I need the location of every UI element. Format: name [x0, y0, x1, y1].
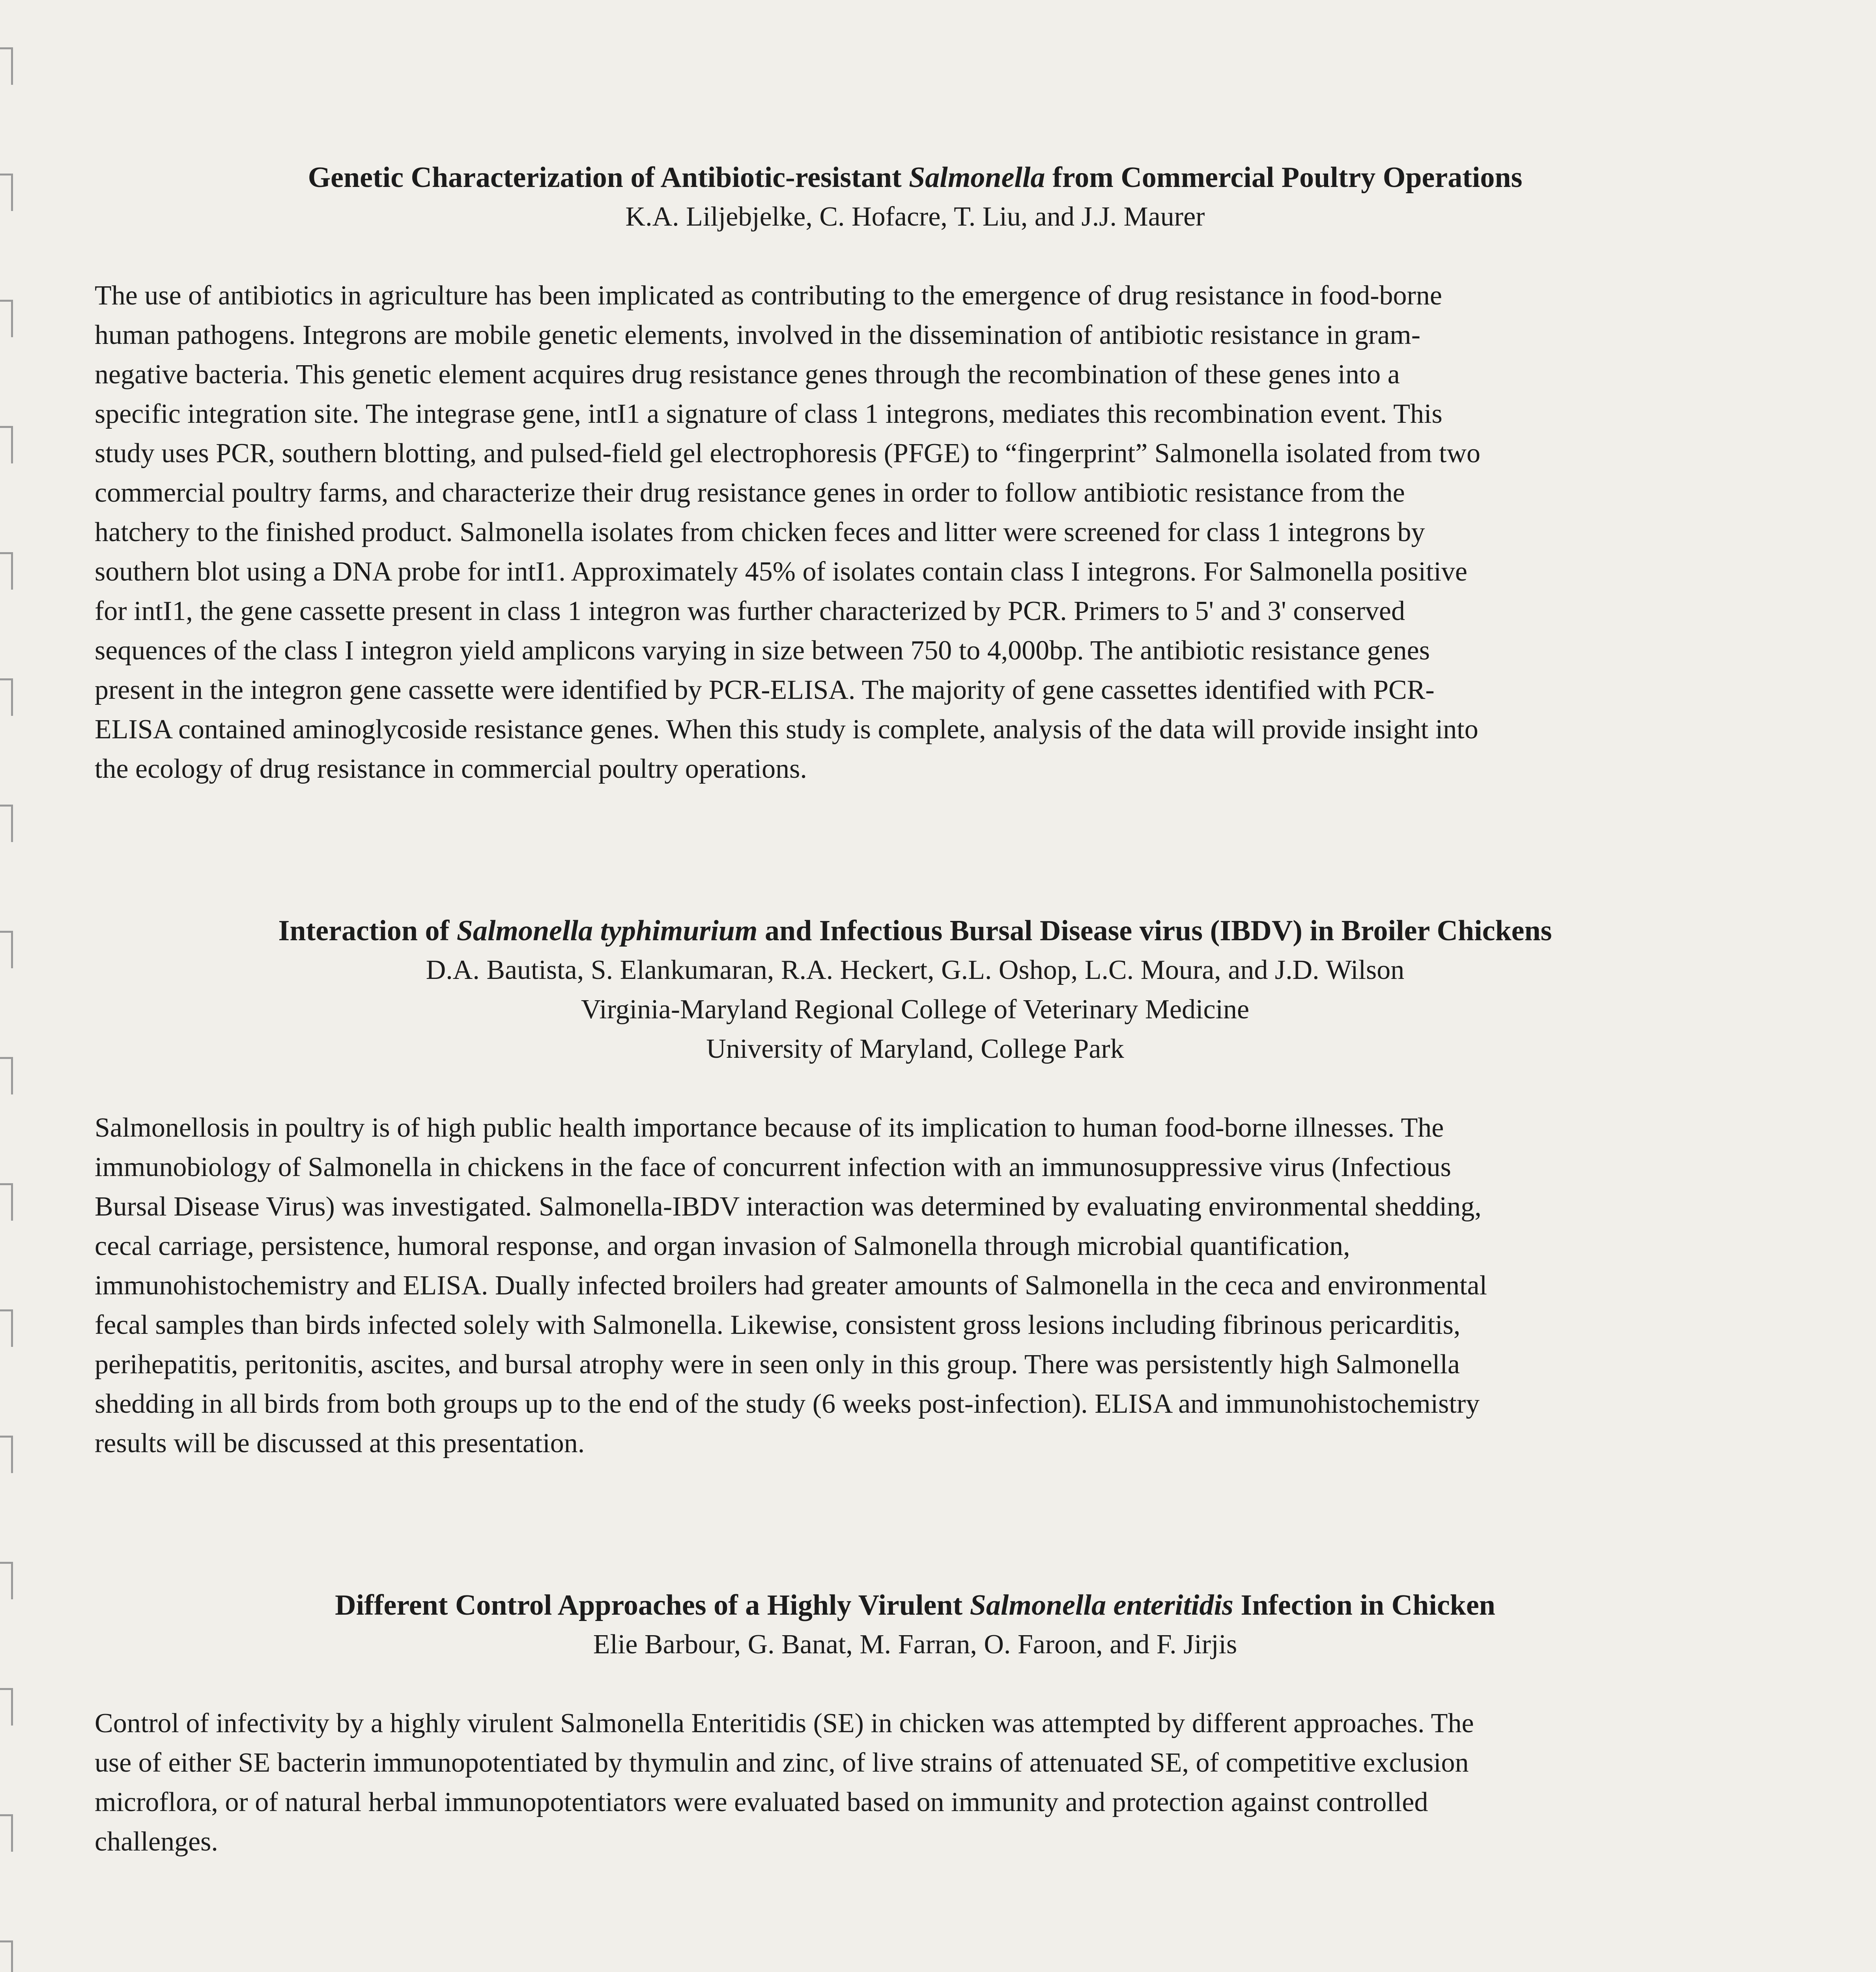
edge-mark — [0, 1562, 13, 1599]
title-text: Interaction of — [278, 915, 457, 947]
abstract-body — [95, 1704, 1736, 1862]
edge-mark — [0, 552, 13, 590]
edge-mark — [0, 300, 13, 337]
abstract-control-approaches-se — [95, 1585, 1736, 1862]
abstract-antibiotic-resistant-salmonella — [95, 158, 1736, 789]
title-text: Different Control Approaches of a Highly Virulent — [335, 1589, 970, 1621]
title-text: from Commercial Poultry Operations — [1045, 161, 1523, 194]
body-line: shedding in all birds from both groups up to the end of the study (6 weeks post-infection). ELISA and immunohistochemistry — [95, 1389, 1480, 1419]
edge-mark — [0, 426, 13, 463]
body-line: present in the integron gene cassette were identified by PCR-ELISA. The majority of gene cassettes identified with PCR- — [95, 675, 1435, 705]
body-line: cecal carriage, persistence, humoral response, and organ invasion of Salmonella through microbial quantification, — [95, 1231, 1350, 1261]
body-line: hatchery to the finished product. Salmonella isolates from chicken feces and litter were screened for class 1 integrons by — [95, 517, 1425, 547]
title-italic: Salmonella typhimurium — [456, 915, 758, 947]
title-text: Infection in Chicken — [1233, 1589, 1495, 1621]
body-line: for intI1, the gene cassette present in class 1 integron was further characterized by PCR. Primers to 5' and 3' conserved — [95, 596, 1405, 626]
title-italic: Salmonella — [909, 161, 1045, 194]
edge-mark — [0, 1436, 13, 1473]
abstract-authors: Elie Barbour, G. Banat, M. Farran, O. Faroon, and F. Jirjis — [593, 1629, 1237, 1660]
body-line: challenges. — [95, 1826, 218, 1857]
edge-mark — [0, 1183, 13, 1221]
edge-mark — [0, 1814, 13, 1852]
edge-mark — [0, 1057, 13, 1094]
edge-mark — [0, 1940, 13, 1972]
body-line: study uses PCR, southern blotting, and pulsed-field gel electrophoresis (PFGE) to “fingerprint” Salmonella isolated from two — [95, 438, 1481, 469]
body-line: Control of infectivity by a highly virulent Salmonella Enteritidis (SE) in chicken was attempted by different approaches. The — [95, 1708, 1474, 1739]
abstract-body — [95, 276, 1736, 789]
edge-mark — [0, 1309, 13, 1347]
body-line: negative bacteria. This genetic element acquires drug resistance genes through the recombination of these genes into a — [95, 359, 1400, 390]
title-italic: Salmonella enteritidis — [970, 1589, 1233, 1621]
body-line: immunohistochemistry and ELISA. Dually infected broilers had greater amounts of Salmonella in the ceca and environmental — [95, 1270, 1487, 1301]
body-line: Salmonellosis in poultry is of high public health importance because of its implication to human food-borne illnesses. The — [95, 1113, 1444, 1143]
title-text: Genetic Characterization of Antibiotic-resistant — [308, 161, 909, 194]
body-line: results will be discussed at this presentation. — [95, 1428, 585, 1458]
body-line: use of either SE bacterin immunopotentiated by thymulin and zinc, of live strains of attenuated SE, of competitive exclusion — [95, 1748, 1469, 1778]
abstract-affiliation: University of Maryland, College Park — [706, 1034, 1124, 1064]
body-line: the ecology of drug resistance in commercial poultry operations. — [95, 754, 807, 784]
edge-mark — [0, 805, 13, 842]
abstract-body — [95, 1108, 1736, 1463]
abstract-title — [95, 911, 1736, 951]
abstract-authors: K.A. Liljebjelke, C. Hofacre, T. Liu, and J.J. Maurer — [625, 202, 1205, 232]
body-line: The use of antibiotics in agriculture has been implicated as contributing to the emergence of drug resistance in food-borne — [95, 280, 1442, 311]
body-line: Bursal Disease Virus) was investigated. Salmonella-IBDV interaction was determined by evaluating environmental shedding, — [95, 1191, 1482, 1222]
edge-mark — [0, 931, 13, 968]
abstract-authors: D.A. Bautista, S. Elankumaran, R.A. Heckert, G.L. Oshop, L.C. Moura, and J.D. Wilson — [426, 955, 1405, 985]
edge-mark — [0, 47, 13, 85]
abstract-affiliation: Virginia-Maryland Regional College of Veterinary Medicine — [581, 994, 1250, 1025]
body-line: commercial poultry farms, and characterize their drug resistance genes in order to follow antibiotic resistance from the — [95, 478, 1405, 508]
body-line: southern blot using a DNA probe for intI1. Approximately 45% of isolates contain class I integrons. For Salmonella positive — [95, 556, 1468, 587]
body-line: immunobiology of Salmonella in chickens in the face of concurrent infection with an immunosuppressive virus (Infectious — [95, 1152, 1451, 1182]
edge-mark — [0, 174, 13, 211]
title-text: and Infectious Bursal Disease virus (IBDV) in Broiler Chickens — [757, 915, 1552, 947]
edge-mark — [0, 1688, 13, 1725]
body-line: fecal samples than birds infected solely with Salmonella. Likewise, consistent gross lesions including fibrinous pericarditis, — [95, 1310, 1461, 1340]
body-line: microflora, or of natural herbal immunopotentiators were evaluated based on immunity and protection against controlled — [95, 1787, 1428, 1817]
abstract-salmonella-ibdv — [95, 911, 1736, 1463]
binder-edge-marks — [0, 0, 16, 1972]
edge-mark — [0, 678, 13, 716]
body-line: ELISA contained aminoglycoside resistance genes. When this study is complete, analysis of the data will provide insight into — [95, 714, 1478, 745]
body-line: human pathogens. Integrons are mobile genetic elements, involved in the dissemination of antibiotic resistance in gram- — [95, 320, 1421, 350]
body-line: sequences of the class I integron yield amplicons varying in size between 750 to 4,000bp. The antibiotic resistance genes — [95, 635, 1430, 666]
body-line: perihepatitis, peritonitis, ascites, and bursal atrophy were in seen only in this group. There was persistently high Salmonella — [95, 1349, 1460, 1380]
abstract-title — [95, 158, 1736, 197]
body-line: specific integration site. The integrase gene, intI1 a signature of class 1 integrons, mediates this recombination event. This — [95, 399, 1443, 429]
abstract-title — [95, 1585, 1736, 1625]
page-content — [95, 158, 1736, 1972]
